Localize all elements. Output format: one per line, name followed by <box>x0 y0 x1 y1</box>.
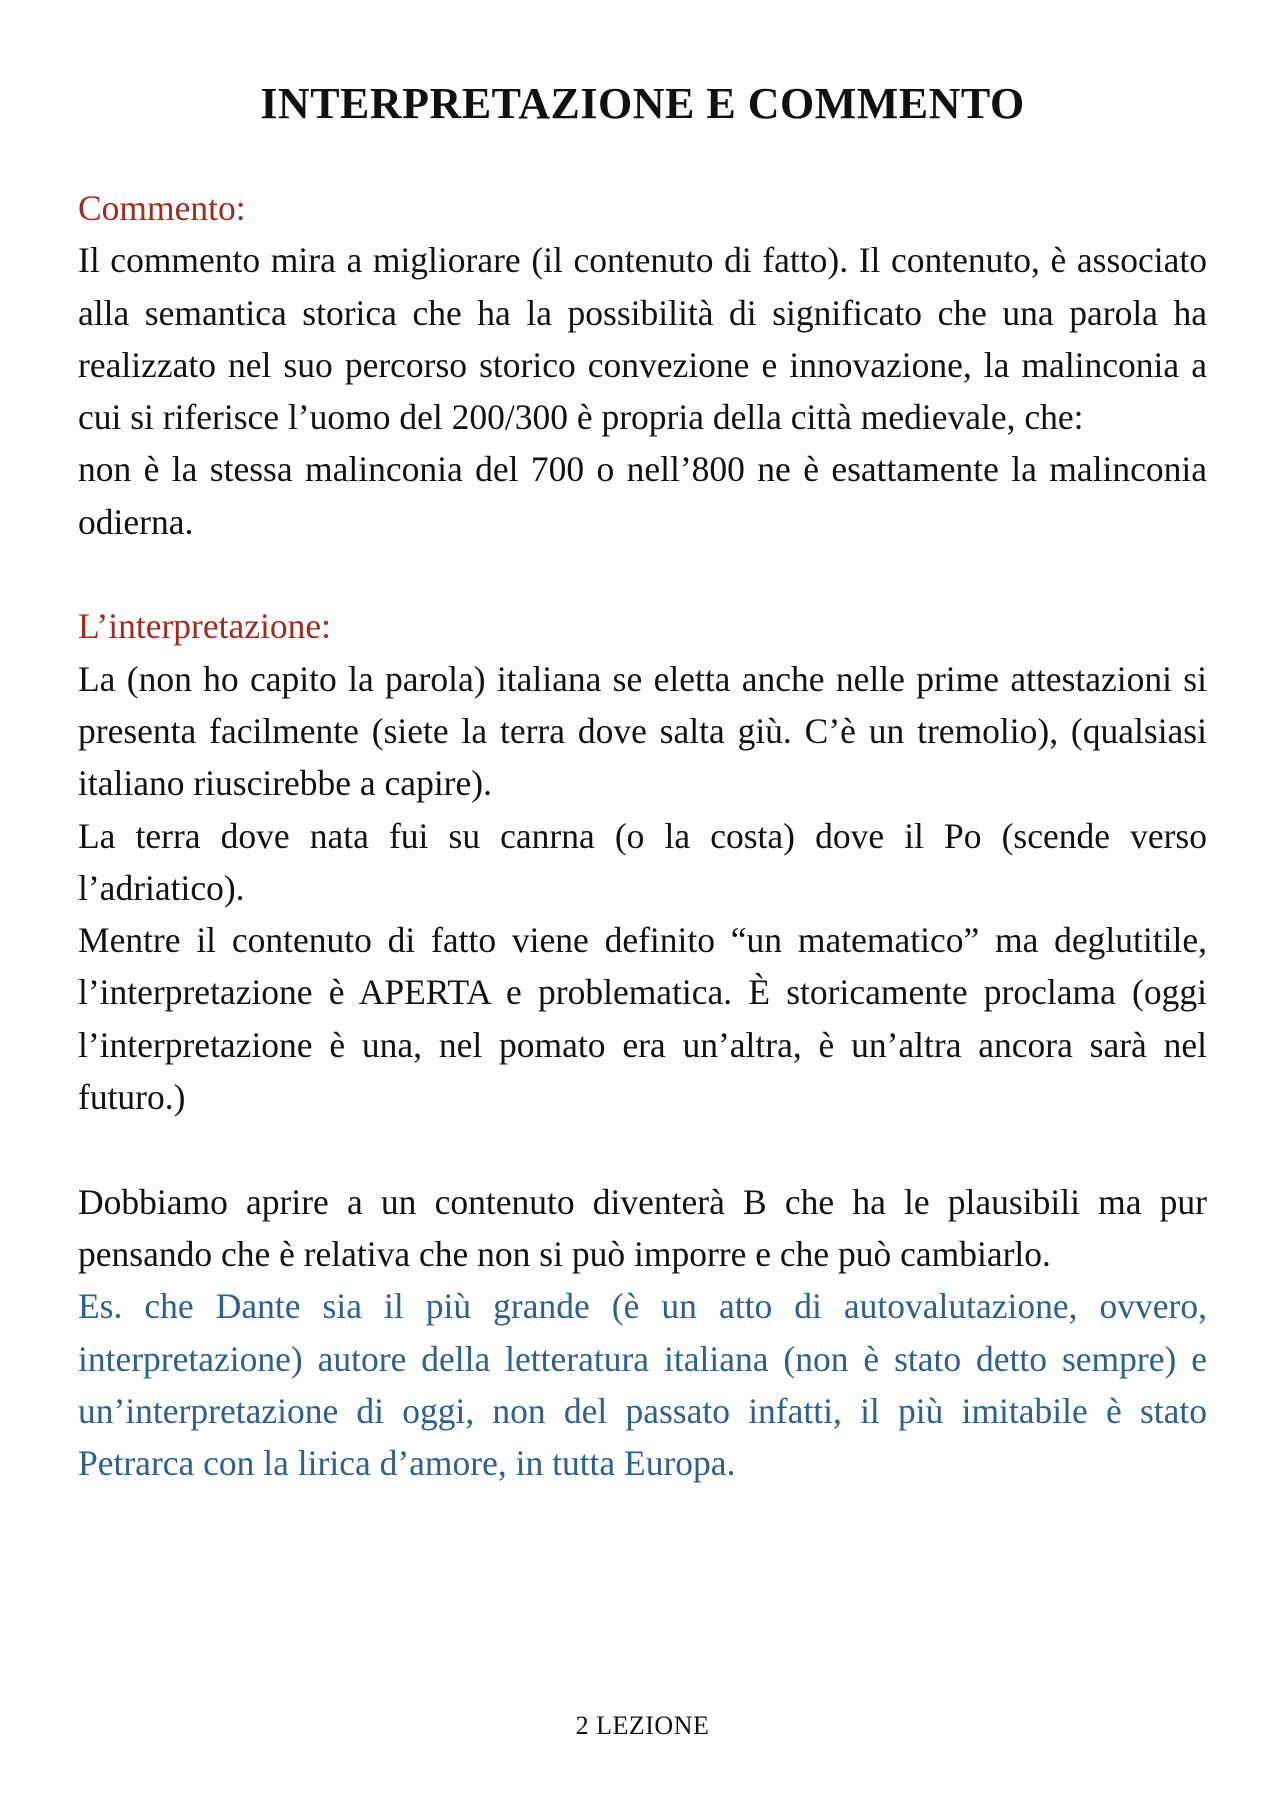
document-page <box>78 0 1207 1811</box>
conclusione-paragraph: Dobbiamo aprire a un contenuto diventerà B che ha le plausibili ma pur pensando che è relativa che non si può imporre e che può cambiarlo. <box>78 1181 1207 1274</box>
commento-paragraph-2: non è la stessa malinconia del 700 o nell’800 ne è esattamente la malinconia odierna. <box>78 449 1207 542</box>
interpretazione-paragraph-2: La terra dove nata fui su canrna (o la costa) dove il Po (scende verso l’adriatico). <box>78 815 1207 908</box>
interpretazione-paragraph-3: Mentre il contenuto di fatto viene definito “un matematico” ma deglutitile, l’interpretazione è APERTA e problematica. È storicamente proclama (oggi l’interpretazione è una, nel pomato era un’altra, è un’altra ancora sarà nel futuro.) <box>78 920 1207 1118</box>
section-spacer <box>78 1123 1207 1175</box>
interpretazione-paragraph-1: La (non ho capito la parola) italiana se eletta anche nelle prime attestazioni si presenta facilmente (siete la terra dove salta giù. C’è un tremolio), (qualsiasi italiano riuscirebbe a capire). <box>78 658 1207 804</box>
commento-section <box>78 182 1207 548</box>
page-title: INTERPRETAZIONE E COMMENTO <box>260 79 1025 128</box>
document-body <box>78 182 1207 1489</box>
interpretazione-section <box>78 600 1207 1123</box>
section-spacer <box>78 548 1207 600</box>
page-footer: 2 LEZIONE <box>575 1711 710 1740</box>
conclusione-section <box>78 1176 1207 1490</box>
interpretazione-heading: L’interpretazione: <box>78 606 331 647</box>
commento-heading: Commento: <box>78 188 246 228</box>
commento-paragraph-1: Il commento mira a migliorare (il contenuto di fatto). Il contenuto, è associato alla semantica storica che ha la possibilità di significato che una parola ha realizzato nel suo percorso storico convezione e innovazione, la malinconia a cui si riferisce l’uomo del 200/300 è propria della città medievale, che: <box>78 240 1207 438</box>
example-paragraph: Es. che Dante sia il più grande (è un atto di autovalutazione, ovvero, interpretazione) autore della letteratura italiana (non è stato detto sempre) e un’interpretazione di oggi, non del passato infatti, il più imitabile è stato Petrarca con la lirica d’amore, in tutta Europa. <box>78 1286 1207 1484</box>
